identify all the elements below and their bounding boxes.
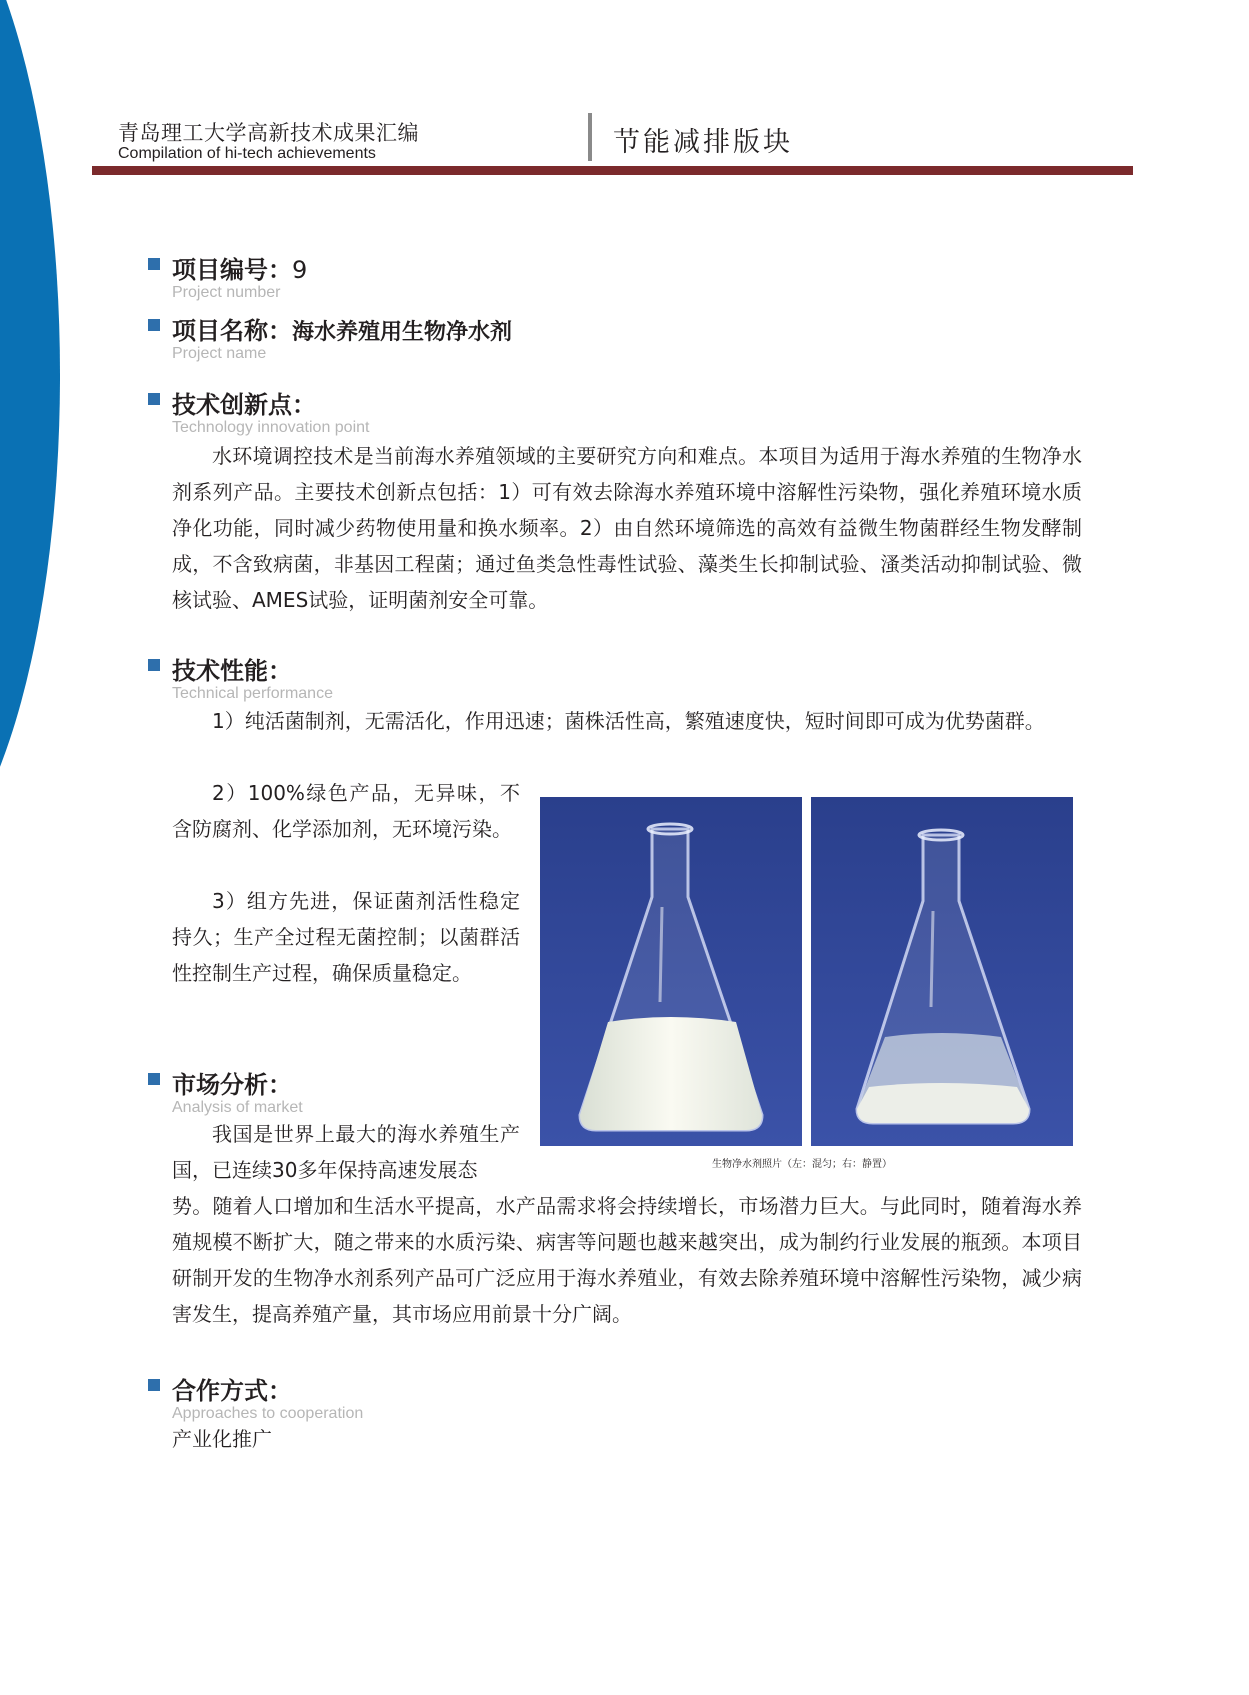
bullet-square-icon	[148, 393, 160, 405]
market-subtitle: Analysis of market	[172, 1099, 303, 1116]
header-rule	[92, 166, 1133, 175]
performance-item-2: 2）100%绿色产品，无异味，不含防腐剂、化学添加剂，无环境污染。	[172, 781, 520, 841]
bullet-square-icon	[148, 1073, 160, 1085]
innovation-heading: 技术创新点：	[172, 391, 316, 419]
header-title-cn: 青岛理工大学高新技术成果汇编	[118, 121, 419, 145]
bullet-square-icon	[148, 258, 160, 270]
project-name-label: 项目名称：	[172, 317, 292, 345]
performance-item-1: 1）纯活菌制剂，无需活化，作用迅速；菌株活性高，繁殖速度快，短时间即可成为优势菌群。	[212, 709, 1045, 733]
project-name-heading	[172, 311, 512, 346]
innovation-paragraph: 水环境调控技术是当前海水养殖领域的主要研究方向和难点。本项目为适用于海水养殖的生物净水剂系列产品。主要技术创新点包括：1）可有效去除海水养殖环境中溶解性污染物，强化养殖环境水质净化功能，同时减少药物使用量和换水频率。2）由自然环境筛选的高效有益微生物菌群经生物发酵制成，不含致病菌，非基因工程菌；通过鱼类急性毒性试验、藻类生长抑制试验、溞类活动抑制试验、微核试验、AMES试验，证明菌剂安全可靠。	[172, 444, 1082, 612]
performance-heading: 技术性能：	[172, 657, 292, 685]
header-section-name: 节能减排版块	[613, 127, 793, 158]
performance-item-3: 3）组方先进，保证菌剂活性稳定持久；生产全过程无菌控制；以菌群活性控制生产过程，确保质量稳定。	[172, 889, 520, 985]
performance-subtitle: Technical performance	[172, 685, 333, 702]
innovation-subtitle: Technology innovation point	[172, 419, 370, 436]
flask-photo-settled	[811, 797, 1073, 1146]
project-number-subtitle: Project number	[172, 284, 281, 301]
flask-photo-mixed	[540, 797, 802, 1146]
photo-caption: 生物净水剂照片（左：混匀；右：静置）	[712, 1159, 892, 1170]
project-name-value: 海水养殖用生物净水剂	[292, 320, 513, 345]
cooperation-text: 产业化推广	[172, 1427, 272, 1451]
project-number-label: 项目编号：	[172, 256, 292, 284]
bullet-square-icon	[148, 659, 160, 671]
project-number-heading	[172, 250, 307, 285]
cooperation-heading: 合作方式：	[172, 1377, 292, 1405]
market-paragraph-part-2: 势。随着人口增加和生活水平提高，水产品需求将会持续增长，市场潜力巨大。与此同时，随着海水养殖规模不断扩大，随之带来的水质污染、病害等问题也越来越突出，成为制约行业发展的瓶颈。本项目研制开发的生物净水剂系列产品可广泛应用于海水养殖业，有效去除养殖环境中溶解性污染物，减少病害发生，提高养殖产量，其市场应用前景十分广阔。	[172, 1194, 1082, 1326]
header-title-en: Compilation of hi-tech achievements	[118, 145, 376, 162]
project-name-subtitle: Project name	[172, 345, 267, 362]
project-number-value: 9	[292, 256, 308, 284]
market-heading: 市场分析：	[172, 1071, 292, 1099]
cooperation-subtitle: Approaches to cooperation	[172, 1405, 364, 1422]
market-paragraph-part-1: 我国是世界上最大的海水养殖生产国，已连续30多年保持高速发展态	[172, 1122, 520, 1182]
bullet-square-icon	[148, 319, 160, 331]
header-divider	[588, 113, 592, 161]
bullet-square-icon	[148, 1379, 160, 1391]
side-decoration	[0, 0, 60, 890]
